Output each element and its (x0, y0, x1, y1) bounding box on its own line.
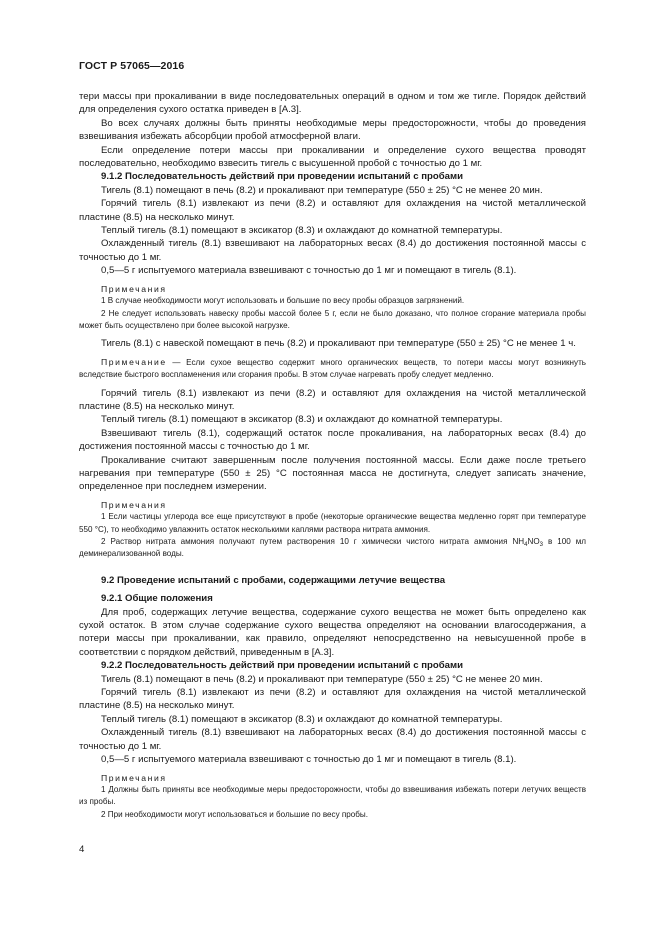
notes-title: Примечания (101, 283, 167, 294)
note-text: — Если сухое вещество содержит много органических веществ, то потери массы могут возникнуть вследствие быстрого воспламенения или сгорания пробы. В этом случае нагревать пробу следует медленно. (79, 357, 586, 380)
note-text: в 100 мл деминерализованной воды. (79, 537, 586, 559)
paragraph: Во всех случаях должны быть приняты необходимые меры предосторожности, чтобы до проведения взвешивания избежать абсорбции пробой атмосферной влаги. (79, 117, 586, 143)
paragraph: Если определение потери массы при прокаливании и определение сухого вещества проводят последовательно, необходимо взвесить тигель с высушенной пробой с точностью до 1 мг. (79, 144, 586, 170)
note-item (79, 536, 586, 561)
paragraph: 0,5—5 г испытуемого материала взвешивают с точностью до 1 мг и помещают в тигель (8.1). (101, 754, 517, 766)
section-heading-9-2-1: 9.2.1 Общие положения (101, 593, 213, 605)
paragraph: Прокаливание считают завершенным после получения постоянной массы. Если даже после третьего нагревания при температуре (550 ± 25) °С постоянная масса не достигнута, следует записать значение, определенное при последнем измерении. (79, 454, 586, 493)
subscript: 4 (524, 542, 528, 548)
paragraph: тери массы при прокаливании в виде последовательных операций в одном и том же тигле. Порядок действий для определения сухого остатка приведен в [А.3]. (79, 91, 586, 116)
note-inline (79, 356, 586, 382)
paragraph: Теплый тигель (8.1) помещают в эксикатор (8.3) и охлаждают до комнатной температуры. (101, 414, 503, 426)
paragraph: Для проб, содержащих летучие вещества, содержание сухого вещества не может быть определено как сухой остаток. В этом случае содержание сухого вещества определяют на основании влагосодержания, а потери массы при прокаливании, как правило, определяют непосредственно на невысушенной пробе в соответствии с порядком действий, приведенным в [А.3]. (79, 606, 586, 658)
section-heading-9-2-2: 9.2.2 Последовательность действий при проведении испытаний с пробами (101, 660, 463, 672)
paragraph: Охлажденный тигель (8.1) взвешивают на лабораторных весах (8.4) до достижения постоянной массы с точностью до 1 мг. (79, 727, 586, 752)
section-heading-9-2: 9.2 Проведение испытаний с пробами, содержащими летучие вещества (101, 574, 446, 586)
paragraph: Тигель (8.1) с навеской помещают в печь (8.2) и прокаливают при температуре (550 ± 25) °С не менее 1 ч. (101, 338, 576, 350)
note-item: 2 Не следует использовать навеску пробы массой более 5 г, если не было доказано, что полное сгорание материала пробы может быть осуществлено при более высокой нагрузке. (79, 308, 586, 330)
note-text: 2 Раствор нитрата аммония получают путем растворения 10 г химически чистого нитрата аммония NH (101, 537, 525, 546)
document-header: ГОСТ Р 57065—2016 (79, 60, 185, 72)
document-body (79, 90, 586, 821)
note-item: 1 Должны быть приняты все необходимые меры предосторожности, чтобы до взвешивания избежать потери летучих веществ из пробы. (79, 784, 586, 807)
note-item: 2 При необходимости могут использоваться и большие по весу пробы. (101, 809, 368, 819)
paragraph: Теплый тигель (8.1) помещают в эксикатор (8.3) и охлаждают до комнатной температуры. (101, 713, 503, 725)
note-item: 1 Если частицы углерода все еще присутствуют в пробе (некоторые органические вещества медленно горят при температуре 550 °С), то необходимо увлажнить остаток несколькими каплями раствора нитрата аммония. (79, 512, 586, 534)
paragraph: Горячий тигель (8.1) извлекают из печи (8.2) и оставляют для охлаждения на чистой металлической пластине (8.5) на несколько минут. (79, 198, 586, 223)
paragraph: Тигель (8.1) помещают в печь (8.2) и прокаливают при температуре (550 ± 25) °С не менее 20 мин. (101, 184, 543, 196)
note-item: 1 В случае необходимости могут использовать и большие по весу пробы образцов загрязнений. (101, 296, 465, 306)
page-number: 4 (79, 844, 85, 855)
paragraph: Тигель (8.1) помещают в печь (8.2) и прокаливают при температуре (550 ± 25) °С не менее 20 мин. (101, 673, 543, 685)
paragraph: Теплый тигель (8.1) помещают в эксикатор (8.3) и охлаждают до комнатной температуры. (101, 225, 503, 237)
note-text: NO (527, 537, 540, 546)
paragraph: 0,5—5 г испытуемого материала взвешивают с точностью до 1 мг и помещают в тигель (8.1). (101, 265, 517, 277)
notes-title: Примечания (101, 499, 167, 510)
paragraph: Горячий тигель (8.1) извлекают из печи (8.2) и оставляют для охлаждения на чистой металлической пластине (8.5) на несколько минут. (79, 387, 586, 412)
note-label: Примечание (101, 356, 167, 367)
paragraph: Охлажденный тигель (8.1) взвешивают на лабораторных весах (8.4) до достижения постоянной массы с точностью до 1 мг. (79, 238, 586, 263)
notes-title: Примечания (101, 772, 167, 783)
subscript: 3 (539, 542, 543, 548)
paragraph: Горячий тигель (8.1) извлекают из печи (8.2) и оставляют для охлаждения на чистой металлической пластине (8.5) на несколько минут. (79, 687, 586, 712)
section-heading-9-1-2: 9.1.2 Последовательность действий при проведении испытаний с пробами (101, 171, 463, 183)
paragraph: Взвешивают тигель (8.1), содержащий остаток после прокаливания, на лабораторных весах (8.4) до достижения постоянной массы с точностью до 1 мг. (79, 427, 586, 453)
